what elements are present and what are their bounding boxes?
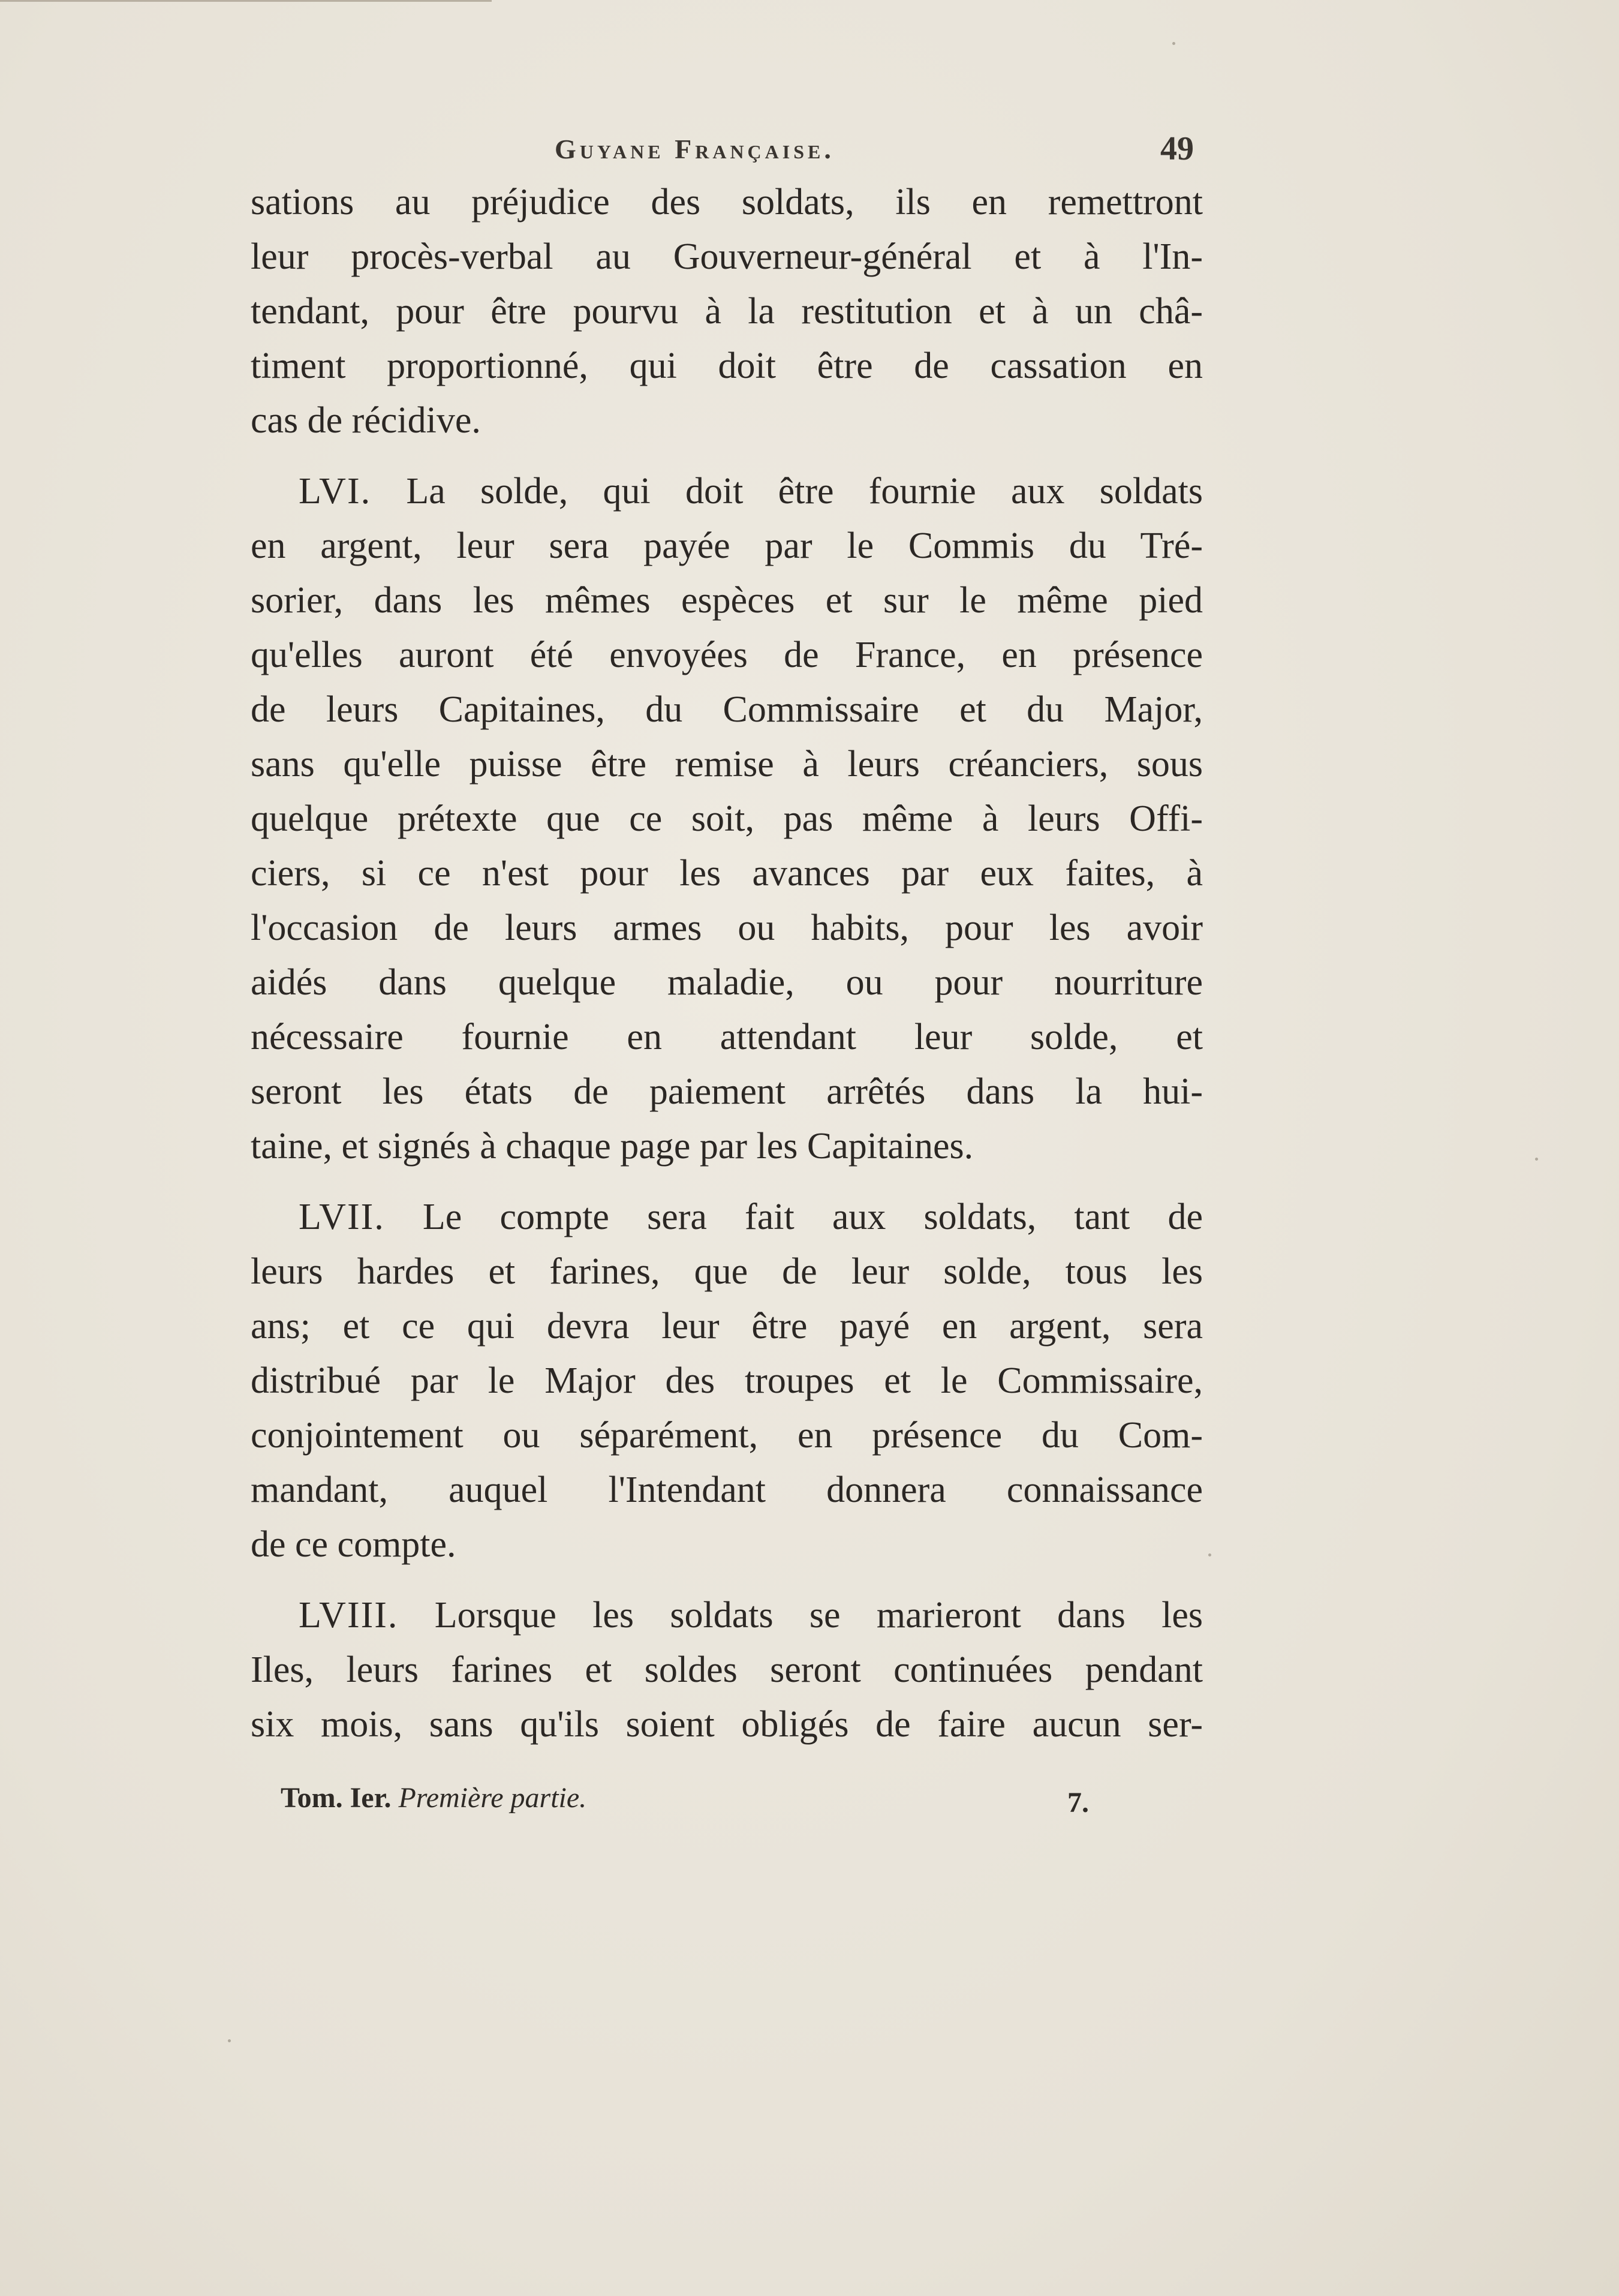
text-line: qu'elles auront été envoyées de France, en présence (251, 635, 1203, 675)
text-line-first (251, 464, 1203, 519)
text-line: sorier, dans les mêmes espèces et sur le même pied (251, 580, 1203, 621)
text-line: sations au préjudice des soldats, ils en remettront (251, 182, 1203, 223)
text-line-content: Lorsque les soldats se marieront dans les (434, 1595, 1203, 1636)
page-footer (281, 1781, 1120, 1823)
text-line-content: La solde, qui doit être fournie aux soldats (406, 471, 1203, 512)
text-line: cas de récidive. (251, 400, 481, 441)
text-line: en argent, leur sera payée par le Commis du Tré- (251, 525, 1203, 566)
paragraph-continuation (251, 175, 1203, 448)
text-line: timent proportionné, qui doit être de cassation en (251, 345, 1203, 386)
article-lvii (251, 1190, 1203, 1572)
text-line-first (251, 1190, 1203, 1245)
page-header (252, 130, 1211, 169)
text-line: quelque prétexte que ce soit, pas même à leurs Offi- (251, 798, 1203, 839)
volume-part: Première partie. (398, 1782, 587, 1814)
text-line: aidés dans quelque maladie, ou pour nourriture (251, 962, 1203, 1003)
page-number: 49 (1160, 130, 1194, 167)
article-numeral: LVI. (299, 471, 372, 512)
volume-label (281, 1781, 586, 1814)
paper-speck (1172, 42, 1175, 45)
article-lvi (251, 464, 1203, 1174)
text-line: tendant, pour être pourvu à la restitution et à un châ- (251, 291, 1203, 332)
text-line: sans qu'elle puisse être remise à leurs créanciers, sous (251, 744, 1203, 785)
text-line: ciers, si ce n'est pour les avances par eux faites, à (251, 853, 1203, 894)
text-line: taine, et signés à chaque page par les Capitaines. (251, 1126, 974, 1167)
text-line: Iles, leurs farines et soldes seront continuées pendant (251, 1649, 1203, 1690)
text-line: nécessaire fournie en attendant leur solde, et (251, 1017, 1203, 1057)
article-numeral: LVII. (299, 1197, 385, 1237)
body-text (251, 175, 1203, 1752)
paper-speck (1535, 1158, 1538, 1161)
article-lviii (251, 1588, 1203, 1752)
text-line-content: Le compte sera fait aux soldats, tant de (422, 1197, 1203, 1237)
text-line: l'occasion de leurs armes ou habits, pour les avoir (251, 907, 1203, 948)
text-line: leurs hardes et farines, que de leur solde, tous les (251, 1251, 1203, 1292)
text-line: six mois, sans qu'ils soient obligés de faire aucun ser- (251, 1704, 1203, 1745)
text-line: de ce compte. (251, 1524, 456, 1565)
text-line: mandant, auquel l'Intendant donnera connaissance (251, 1469, 1203, 1510)
running-title: Guyane Française. (555, 134, 835, 164)
text-line: ans; et ce qui devra leur être payé en argent, sera (251, 1306, 1203, 1347)
text-line-first (251, 1588, 1203, 1643)
text-line: leur procès-verbal au Gouverneur-général et à l'In- (251, 236, 1203, 277)
paper-speck (228, 2039, 231, 2042)
text-line: de leurs Capitaines, du Commissaire et du Major, (251, 689, 1203, 730)
article-numeral: LVIII. (299, 1595, 399, 1636)
text-line: distribué par le Major des troupes et le Commissaire, (251, 1360, 1203, 1401)
text-line: conjointement ou séparément, en présence du Com- (251, 1415, 1203, 1456)
signature-mark: 7. (1067, 1787, 1089, 1819)
volume-number: Tom. Ier. (281, 1782, 392, 1814)
text-line: seront les états de paiement arrêtés dans la hui- (251, 1071, 1203, 1112)
paper-speck (1208, 1553, 1211, 1556)
page-edge-rule (0, 0, 492, 2)
